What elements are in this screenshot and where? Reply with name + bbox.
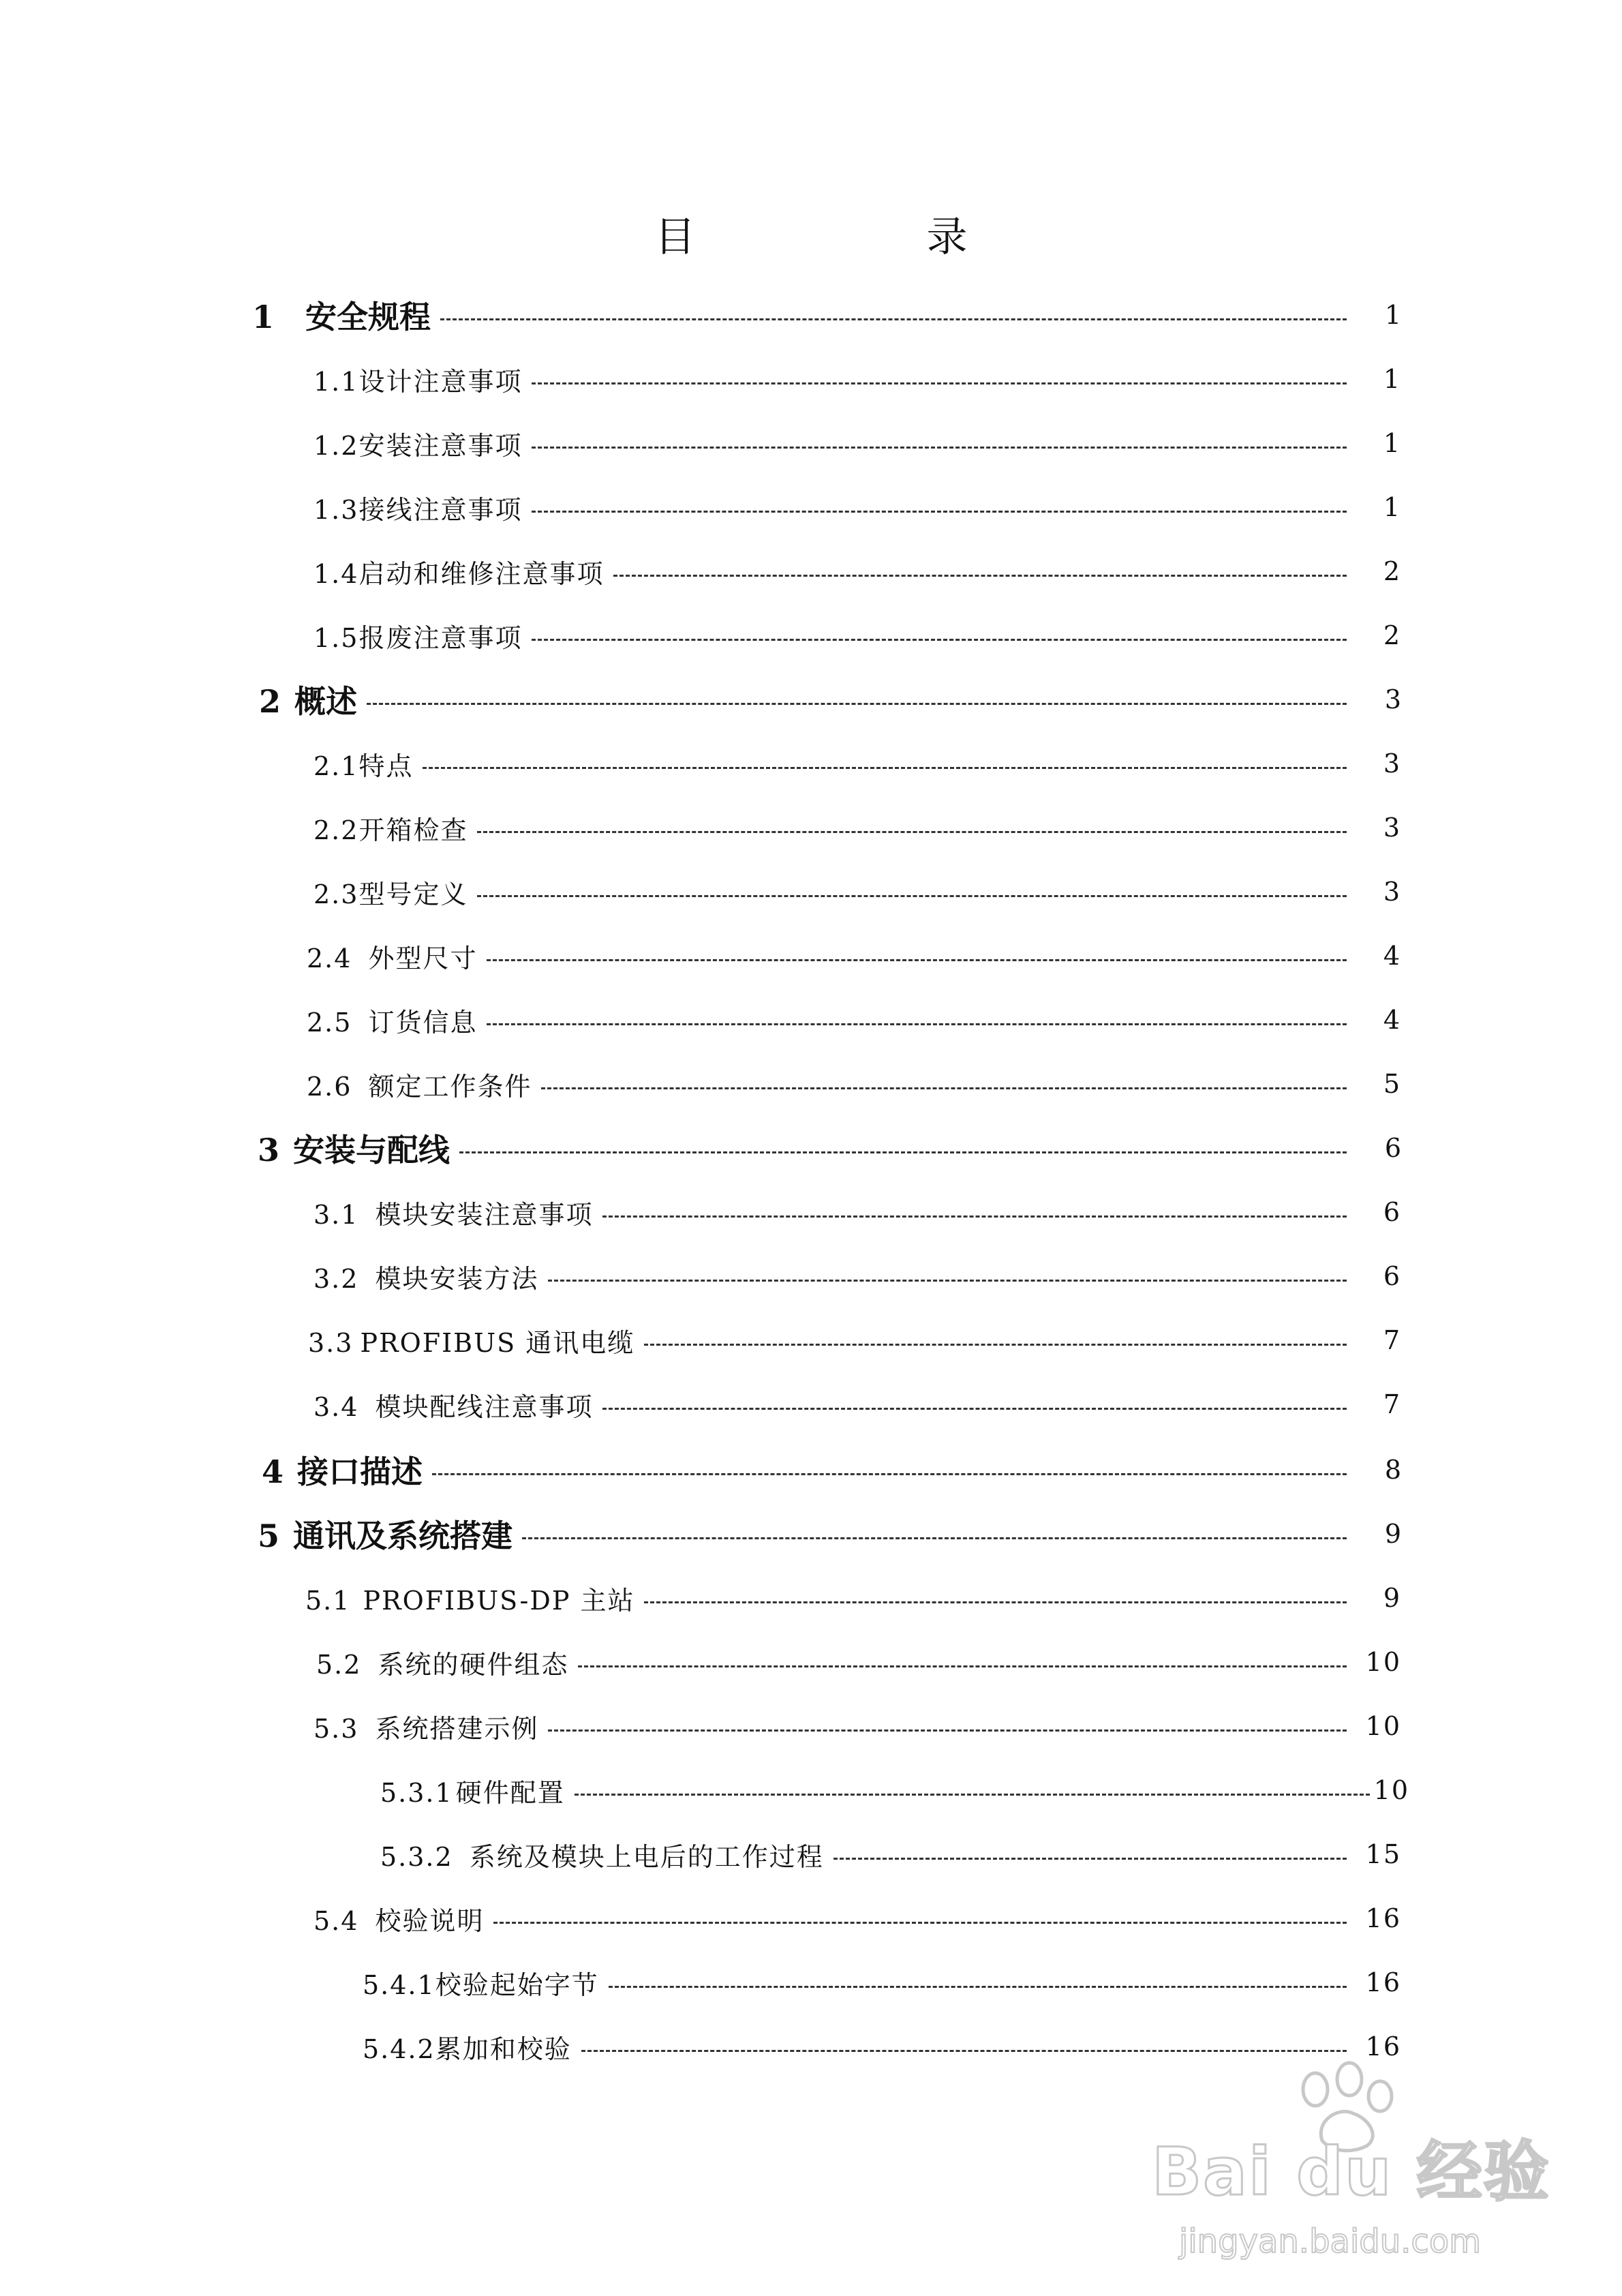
- toc-entry[interactable]: [313, 423, 1401, 464]
- toc-number: 4: [262, 1453, 284, 1490]
- toc-number: 5.3: [313, 1713, 359, 1744]
- toc-page-number: 16: [1365, 2031, 1401, 2061]
- toc-entry[interactable]: [313, 743, 1401, 784]
- toc-entry[interactable]: [259, 679, 1401, 720]
- toc-page-number: 2: [1383, 556, 1401, 586]
- toc-page-number: 16: [1365, 1967, 1401, 1997]
- toc-leader: [613, 575, 1347, 577]
- page-title: 目 录: [654, 213, 1077, 261]
- toc-leader: [432, 1473, 1347, 1475]
- toc-page-number: 10: [1365, 1711, 1401, 1741]
- toc-leader: [548, 1729, 1347, 1732]
- toc-label: PROFIBUS-DP 主站: [363, 1585, 635, 1616]
- toc-leader: [644, 1344, 1347, 1346]
- toc-number: 5.3.2: [380, 1841, 453, 1872]
- toc-number: 1.4: [313, 558, 359, 589]
- toc-number: 2.5: [307, 1007, 352, 1038]
- toc-entry[interactable]: [252, 294, 1401, 335]
- toc-label: 模块安装注意事项: [375, 1199, 594, 1230]
- toc-label: 开箱检查: [358, 815, 468, 845]
- toc-page-number: 7: [1383, 1389, 1401, 1419]
- toc-label: 模块安装方法: [375, 1263, 539, 1294]
- toc-entry[interactable]: [313, 1898, 1401, 1939]
- toc-entry[interactable]: [313, 615, 1401, 656]
- toc-label: 接线注意事项: [358, 494, 523, 525]
- toc-label: 报废注意事项: [358, 622, 523, 653]
- toc-page-number: 3: [1383, 813, 1401, 843]
- toc-label: 安装与配线: [293, 1132, 450, 1168]
- toc-page-number: 8: [1384, 1455, 1401, 1485]
- toc-label: 外型尺寸: [368, 943, 478, 973]
- toc-leader: [487, 1023, 1347, 1025]
- toc-number: 1: [252, 299, 275, 335]
- toc-entry[interactable]: [258, 1128, 1401, 1168]
- toc-entry[interactable]: [307, 999, 1401, 1040]
- toc-entry[interactable]: [262, 1449, 1401, 1490]
- toc-label: 系统的硬件组态: [378, 1649, 569, 1680]
- toc-label: 接口描述: [297, 1453, 423, 1490]
- toc-page-number: 9: [1384, 1519, 1401, 1549]
- toc-number: 1.2: [313, 430, 359, 461]
- toc-entry[interactable]: [307, 935, 1401, 976]
- toc-number: 2.1: [313, 751, 359, 781]
- toc-number: 5: [258, 1517, 280, 1554]
- toc-label: 系统及模块上电后的工作过程: [469, 1841, 824, 1872]
- toc-number: 5.4: [313, 1905, 359, 1936]
- toc-entry[interactable]: [313, 551, 1401, 592]
- toc-page-number: 3: [1383, 749, 1401, 779]
- toc-entry[interactable]: [258, 1513, 1401, 1554]
- toc-label: PROFIBUS 通讯电缆: [360, 1327, 635, 1358]
- toc-label: 安装注意事项: [358, 430, 523, 461]
- toc-page-number: 7: [1383, 1325, 1401, 1355]
- toc-page-number: 6: [1384, 1133, 1401, 1163]
- toc-page-number: 10: [1373, 1775, 1409, 1805]
- toc-page-number: 2: [1383, 620, 1401, 650]
- toc-leader: [440, 318, 1347, 320]
- toc-leader: [493, 1922, 1347, 1924]
- toc-page-number: 1: [1383, 492, 1401, 522]
- toc-number: 1.5: [313, 622, 359, 653]
- toc-entry[interactable]: [380, 1770, 1409, 1811]
- toc-entry[interactable]: [313, 487, 1401, 528]
- toc-leader: [578, 1665, 1347, 1667]
- toc-number: 3.4: [313, 1391, 359, 1422]
- toc-number: 3.1: [313, 1199, 359, 1230]
- toc-leader: [477, 895, 1347, 897]
- toc-page-number: 5: [1383, 1069, 1401, 1099]
- toc-entry[interactable]: [313, 359, 1401, 399]
- toc-label: 额定工作条件: [368, 1071, 532, 1102]
- toc-number: 2.2: [313, 815, 359, 845]
- toc-entry[interactable]: [380, 1834, 1401, 1875]
- toc-leader: [477, 831, 1347, 833]
- toc-number: 3.3: [308, 1327, 354, 1358]
- toc-label: 特点: [358, 751, 414, 781]
- toc-page-number: 16: [1365, 1903, 1401, 1933]
- toc-leader: [423, 767, 1347, 769]
- toc-entry[interactable]: [316, 1642, 1401, 1682]
- toc-leader: [602, 1408, 1347, 1410]
- toc-entry[interactable]: [313, 807, 1401, 848]
- toc-number: 3.2: [313, 1263, 359, 1294]
- toc-label: 概述: [294, 683, 358, 720]
- toc-label: 校验起始字节: [435, 1969, 599, 2000]
- toc-number: 1.3: [313, 494, 359, 525]
- toc-entry[interactable]: [313, 871, 1401, 912]
- toc-leader: [609, 1986, 1347, 1988]
- toc-entry[interactable]: [307, 1063, 1401, 1104]
- toc-label: 安全规程: [305, 299, 431, 335]
- toc-page-number: 1: [1383, 364, 1401, 394]
- toc-leader: [459, 1151, 1347, 1153]
- toc-leader: [541, 1087, 1347, 1089]
- toc-entry[interactable]: [313, 1384, 1401, 1425]
- toc-page-number: 3: [1383, 877, 1401, 907]
- toc-entry[interactable]: [313, 1256, 1401, 1297]
- toc-leader: [532, 639, 1347, 641]
- toc-number: 2.3: [313, 879, 359, 909]
- toc-leader: [532, 447, 1347, 449]
- toc-label: 硬件配置: [455, 1777, 565, 1808]
- toc-entry[interactable]: [308, 1320, 1401, 1361]
- toc-label: 校验说明: [375, 1905, 485, 1936]
- toc-leader: [522, 1537, 1347, 1539]
- toc-label: 启动和维修注意事项: [358, 558, 605, 589]
- toc-leader: [833, 1858, 1347, 1860]
- toc-number: 2.4: [307, 943, 352, 973]
- toc-entry[interactable]: [313, 1192, 1401, 1233]
- toc-number: 5.4.2: [363, 2034, 435, 2064]
- toc-number: 5.2: [316, 1649, 362, 1680]
- toc-leader: [602, 1215, 1347, 1218]
- toc-leader: [548, 1280, 1347, 1282]
- toc-label: 设计注意事项: [358, 366, 523, 397]
- toc-page-number: 4: [1383, 941, 1401, 971]
- toc-label: 模块配线注意事项: [375, 1391, 594, 1422]
- toc-page-number: 15: [1365, 1839, 1401, 1869]
- toc-leader: [532, 511, 1347, 513]
- toc-number: 3: [258, 1132, 280, 1168]
- toc-number: 1.1: [313, 366, 359, 397]
- toc-number: 5.1: [305, 1585, 351, 1616]
- toc-number: 2.6: [307, 1071, 352, 1102]
- toc-leader: [644, 1601, 1347, 1603]
- toc-page-number: 6: [1383, 1197, 1401, 1227]
- toc-leader: [575, 1794, 1370, 1796]
- toc-entry[interactable]: [363, 1962, 1401, 2003]
- toc-leader: [532, 382, 1347, 384]
- toc-leader: [487, 959, 1347, 961]
- toc-label: 系统搭建示例: [375, 1713, 539, 1744]
- toc-page-number: 4: [1383, 1005, 1401, 1035]
- toc-page-number: 1: [1383, 428, 1401, 458]
- toc-label: 型号定义: [358, 879, 468, 909]
- toc-label: 累加和校验: [435, 2034, 572, 2064]
- toc-page-number: 6: [1383, 1261, 1401, 1291]
- toc-entry[interactable]: [313, 1706, 1401, 1747]
- toc-page-number: 3: [1384, 684, 1401, 714]
- toc-number: 5.4.1: [363, 1969, 435, 2000]
- toc-page-number: 10: [1365, 1647, 1401, 1677]
- toc-page-number: 9: [1383, 1583, 1401, 1613]
- toc-leader: [581, 2050, 1347, 2052]
- toc-number: 5.3.1: [380, 1777, 453, 1808]
- toc-number: 2: [259, 683, 281, 720]
- baidu-jingyan-watermark: [1152, 2059, 1550, 2277]
- toc-label: 订货信息: [368, 1007, 478, 1038]
- toc-page-number: 1: [1384, 300, 1401, 330]
- toc-label: 通讯及系统搭建: [293, 1517, 513, 1554]
- watermark-url: jingyan.baidu.com: [1179, 2222, 1481, 2261]
- toc-entry[interactable]: [305, 1577, 1401, 1618]
- watermark-logo: Bai du 经验: [1152, 2134, 1550, 2210]
- toc-leader: [367, 703, 1347, 705]
